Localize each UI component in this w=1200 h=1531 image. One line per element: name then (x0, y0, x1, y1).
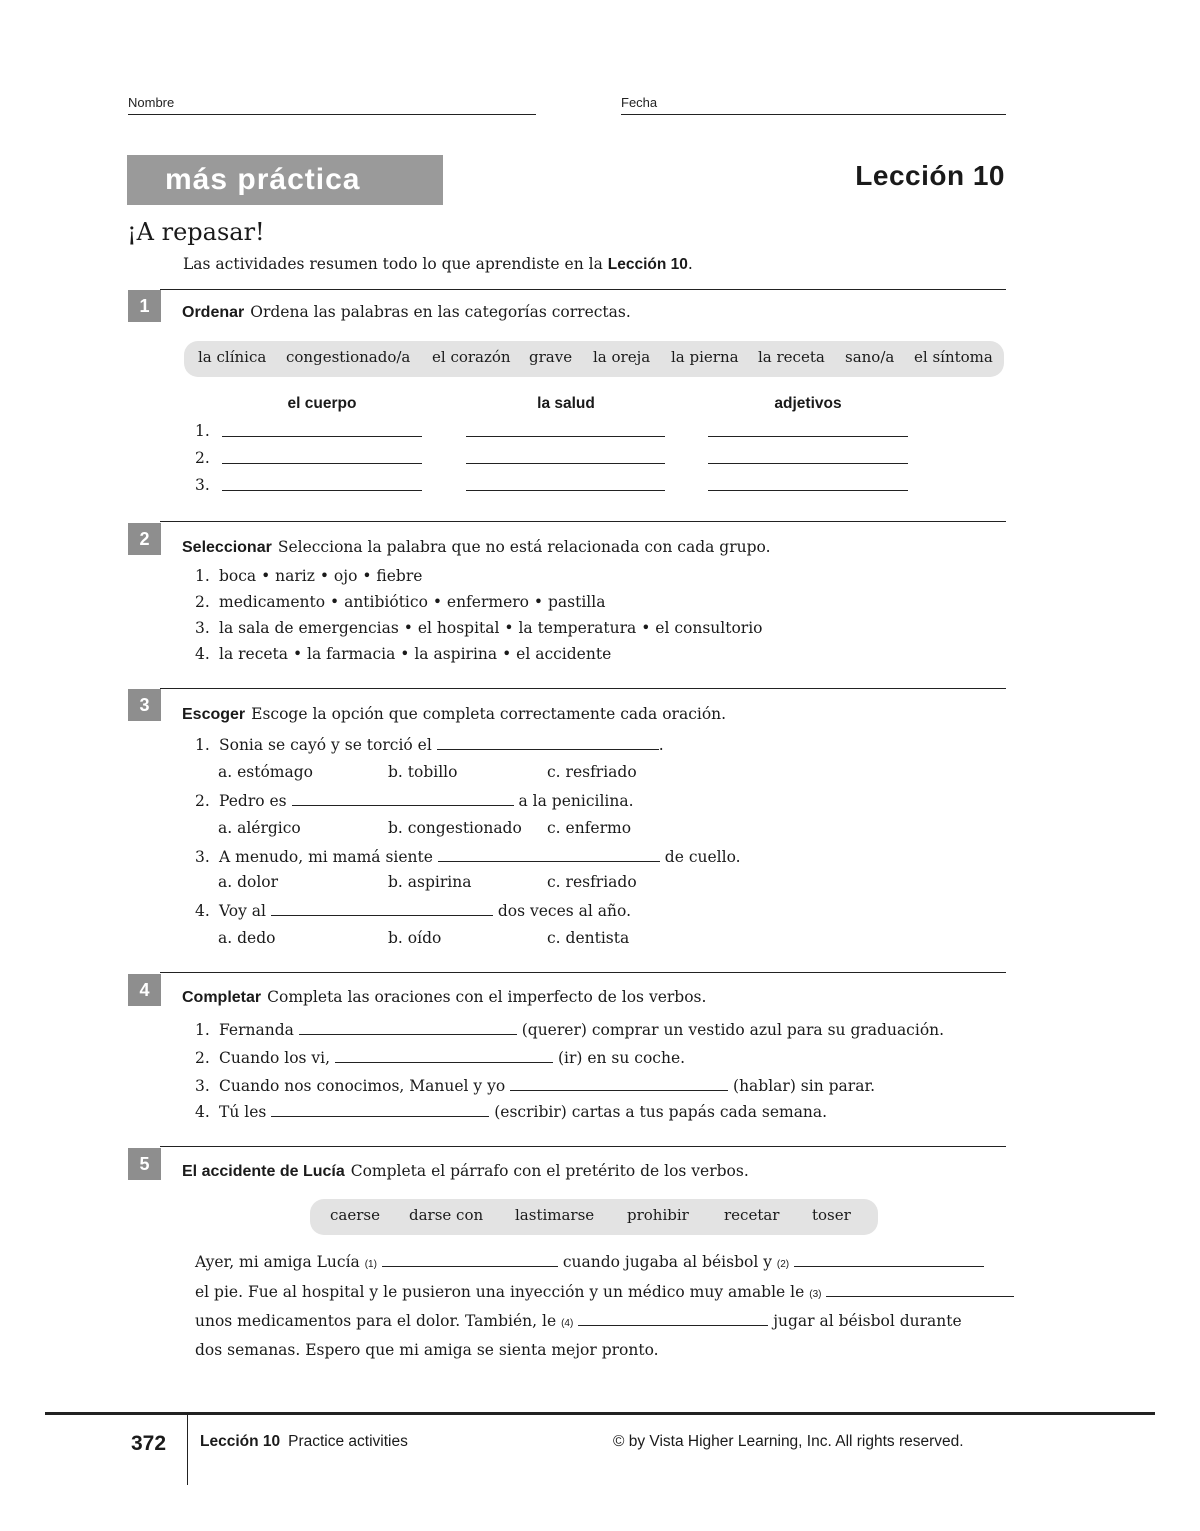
option-a[interactable]: a. dedo (218, 929, 276, 947)
item-number: 3. (195, 848, 210, 866)
sentence-start: Cuando nos conocimos, Manuel y yo (219, 1077, 506, 1095)
paragraph-line-3 (195, 1311, 962, 1330)
answer-blank[interactable] (826, 1282, 1014, 1297)
complete-item (195, 1020, 944, 1039)
paragraph-line-2 (195, 1282, 1014, 1301)
answer-blank[interactable] (335, 1048, 553, 1063)
question-text: Pedro es (219, 792, 287, 810)
column-header: adjetivos (774, 395, 842, 412)
answer-blank[interactable] (271, 901, 493, 916)
answer-blank[interactable] (794, 1252, 984, 1267)
word-bank-1 (184, 341, 1004, 377)
bank-word: la oreja (593, 348, 651, 366)
review-intro (183, 255, 693, 274)
section-5-instructions: Completa el párrafo con el pretérito de los verbos. (350, 1162, 749, 1180)
answer-blank[interactable] (708, 490, 908, 491)
answer-blank[interactable] (466, 463, 665, 464)
answer-blank[interactable] (438, 847, 660, 862)
item-number: 1. (195, 1021, 210, 1039)
item-number: 2. (195, 593, 210, 611)
column-header: el cuerpo (287, 395, 357, 412)
answer-blank[interactable] (382, 1252, 558, 1267)
footer-rule (45, 1412, 1155, 1415)
answer-blank[interactable] (466, 436, 665, 437)
bank-word: el síntoma (914, 348, 993, 366)
banner-title: más práctica (127, 155, 443, 205)
paragraph-text: cuando jugaba al béisbol y (562, 1253, 772, 1271)
item-text: la receta • la farmacia • la aspirina • el accidente (219, 645, 612, 663)
item-number: 4. (195, 645, 210, 663)
sentence-start: Cuando los vi, (219, 1049, 331, 1067)
row-number: 3. (195, 476, 210, 494)
answer-blank[interactable] (222, 490, 422, 491)
section-4-number: 4 (128, 974, 161, 1006)
sentence-end: (querer) comprar un vestido azul para su graduación. (521, 1021, 945, 1039)
item-number: 3. (195, 619, 210, 637)
paragraph-text: el pie. Fue al hospital y le pusieron una inyección y un médico muy amable le (195, 1283, 805, 1301)
answer-blank[interactable] (708, 436, 908, 437)
question-text-end: a la penicilina. (518, 792, 634, 810)
section-2-rule (160, 521, 1006, 522)
answer-blank[interactable] (466, 490, 665, 491)
sentence-end: (hablar) sin parar. (733, 1077, 876, 1095)
item-number: 3. (195, 1077, 210, 1095)
option-a[interactable]: a. dolor (218, 873, 279, 891)
answer-blank[interactable] (292, 791, 514, 806)
option-a[interactable]: a. alérgico (218, 819, 301, 837)
select-item (195, 619, 763, 637)
word-bank-5 (310, 1199, 878, 1235)
answer-blank[interactable] (578, 1311, 768, 1326)
choice-question (195, 847, 741, 866)
bank-word: toser (812, 1206, 851, 1224)
option-b[interactable]: b. congestionado (388, 819, 522, 837)
paragraph-text: Ayer, mi amiga Lucía (195, 1253, 360, 1271)
blank-marker: (1) (364, 1259, 377, 1270)
item-text: medicamento • antibiótico • enfermero • pastilla (219, 593, 606, 611)
complete-item (195, 1048, 685, 1067)
select-item (195, 593, 605, 611)
section-5-number: 5 (128, 1148, 161, 1180)
section-1-number: 1 (128, 290, 161, 322)
section-5-rule (160, 1146, 1006, 1147)
paragraph-text: jugar al béisbol durante (773, 1312, 962, 1330)
item-number: 1. (195, 736, 210, 754)
section-2-keyword: Seleccionar (182, 539, 272, 556)
footer-lesson-title: Lección 10 (200, 1433, 281, 1450)
question-text: Sonia se cayó y se torció el (219, 736, 432, 754)
answer-blank[interactable] (222, 436, 422, 437)
item-text: la sala de emergencias • el hospital • la temperatura • el consultorio (219, 619, 763, 637)
item-number: 2. (195, 1049, 210, 1067)
question-text: A menudo, mi mamá siente (219, 848, 433, 866)
bank-word: la clínica (198, 348, 267, 366)
review-intro-bold: Lección 10 (607, 256, 688, 273)
section-2-number: 2 (128, 523, 161, 555)
section-5-keyword: El accidente de Lucía (182, 1163, 345, 1180)
answer-blank[interactable] (510, 1076, 728, 1091)
option-c[interactable]: c. resfriado (547, 873, 637, 891)
date-label: Fecha (621, 95, 658, 110)
bank-word: el corazón (432, 348, 511, 366)
date-field-line[interactable] (621, 114, 1006, 115)
complete-item (195, 1076, 875, 1095)
section-2-instructions: Selecciona la palabra que no está relacionada con cada grupo. (277, 538, 771, 556)
section-4-rule (160, 972, 1006, 973)
review-heading: ¡A repasar! (127, 218, 265, 246)
bank-word: la pierna (671, 348, 739, 366)
option-b[interactable]: b. oído (388, 929, 442, 947)
row-number: 1. (195, 422, 210, 440)
sentence-start: Tú les (219, 1103, 267, 1121)
section-4-keyword: Completar (182, 989, 262, 1006)
answer-blank[interactable] (708, 463, 908, 464)
item-number: 2. (195, 792, 210, 810)
section-3-instructions: Escoge la opción que completa correctamente cada oración. (251, 705, 727, 723)
bank-word: lastimarse (515, 1206, 595, 1224)
section-1-instructions: Ordena las palabras en las categorías correctas. (250, 303, 631, 321)
section-3-number: 3 (128, 689, 161, 721)
section-3-keyword: Escoger (182, 706, 246, 723)
section-1-keyword: Ordenar (182, 304, 245, 321)
section-3-rule (160, 688, 1006, 689)
footer-divider (187, 1413, 188, 1485)
footer-subtitle: Practice activities (288, 1433, 408, 1450)
bank-word: recetar (724, 1206, 780, 1224)
answer-blank[interactable] (437, 735, 659, 750)
bank-word: prohibir (627, 1206, 689, 1224)
item-number: 4. (195, 1103, 210, 1121)
choice-question (195, 735, 664, 754)
review-intro-text: Las actividades resumen todo lo que aprendiste en la (183, 255, 608, 273)
item-number: 4. (195, 902, 210, 920)
answer-blank[interactable] (222, 463, 422, 464)
lesson-title: Lección 10 (855, 160, 1005, 191)
question-text-end: de cuello. (664, 848, 741, 866)
section-3-title (182, 705, 726, 724)
option-c[interactable]: c. enfermo (547, 819, 632, 837)
page-number: 372 (131, 1432, 167, 1455)
paragraph-line-1 (195, 1252, 984, 1271)
question-text: Voy al (219, 902, 266, 920)
column-header: la salud (537, 395, 595, 412)
blank-marker: (4) (561, 1318, 574, 1329)
option-a[interactable]: a. estómago (218, 763, 313, 781)
section-5-title (182, 1162, 749, 1181)
answer-blank[interactable] (271, 1102, 489, 1117)
select-item (195, 645, 611, 663)
sentence-start: Fernanda (219, 1021, 294, 1039)
sentence-end: (escribir) cartas a tus papás cada semana. (494, 1103, 828, 1121)
answer-blank[interactable] (299, 1020, 517, 1035)
row-number: 2. (195, 449, 210, 467)
select-item (195, 567, 422, 585)
option-c[interactable]: c. dentista (547, 929, 630, 947)
sentence-end: (ir) en su coche. (557, 1049, 686, 1067)
bank-word: sano/a (845, 348, 895, 366)
complete-item (195, 1102, 827, 1121)
blank-marker: (2) (776, 1259, 790, 1270)
question-text-end: . (658, 736, 664, 754)
bank-word: grave (529, 348, 573, 366)
bank-word: la receta (758, 348, 825, 366)
footer-lesson (200, 1433, 408, 1451)
bank-word: darse con (409, 1206, 484, 1224)
item-number: 1. (195, 567, 210, 585)
name-field-line[interactable] (128, 114, 536, 115)
section-1-title (182, 303, 631, 322)
footer-copyright: © by Vista Higher Learning, Inc. All rights reserved. (613, 1433, 964, 1450)
option-b[interactable]: b. tobillo (388, 763, 458, 781)
choice-question (195, 901, 631, 920)
name-label: Nombre (128, 95, 175, 110)
question-text-end: dos veces al año. (497, 902, 631, 920)
section-2-title (182, 538, 771, 557)
paragraph-text: unos medicamentos para el dolor. También, le (195, 1312, 557, 1330)
bank-word: congestionado/a (286, 348, 411, 366)
bank-word: caerse (330, 1206, 380, 1224)
section-1-rule (160, 289, 1006, 290)
item-text: boca • nariz • ojo • fiebre (219, 567, 423, 585)
choice-question (195, 791, 634, 810)
option-b[interactable]: b. aspirina (388, 873, 472, 891)
section-4-title (182, 988, 706, 1007)
section-4-instructions: Completa las oraciones con el imperfecto de los verbos. (267, 988, 707, 1006)
paragraph-line-4: dos semanas. Espero que mi amiga se sienta mejor pronto. (195, 1341, 659, 1359)
blank-marker: (3) (809, 1289, 822, 1300)
option-c[interactable]: c. resfriado (547, 763, 637, 781)
review-intro-end: . (687, 255, 693, 273)
